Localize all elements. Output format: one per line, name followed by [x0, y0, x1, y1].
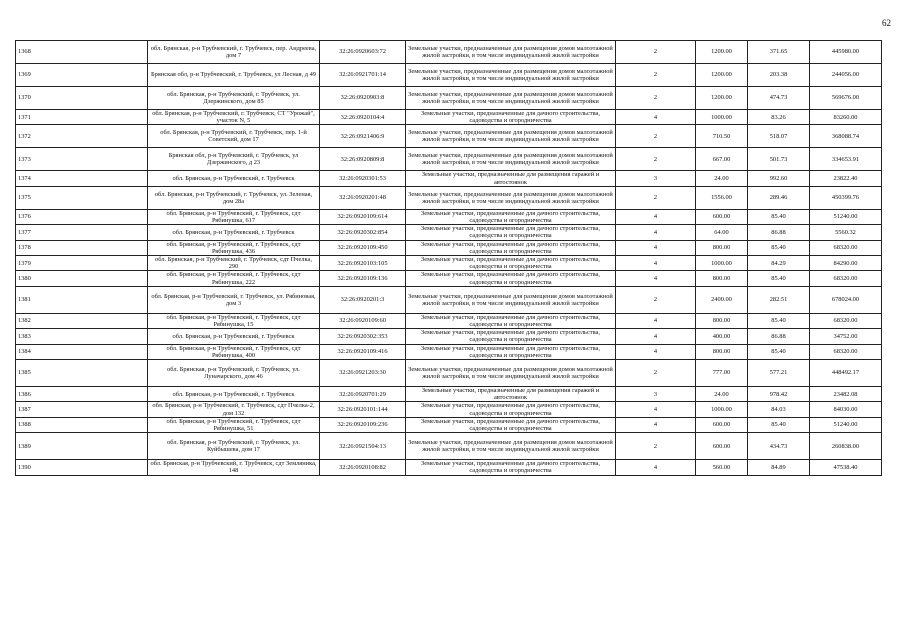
cadastral-number-cell: 32:26:0921701:14 [320, 64, 406, 87]
row-number: 1386 [16, 387, 148, 402]
cadastral-value-cell: 84030.00 [810, 402, 882, 417]
cadastral-number-cell: 32:26:0920301:53 [320, 171, 406, 186]
cadastral-value-cell: 260838.00 [810, 433, 882, 460]
row-number: 1380 [16, 271, 148, 286]
cadastral-value-cell: 334653.91 [810, 148, 882, 171]
cadastral-number-cell: 32:26:0920603:72 [320, 41, 406, 64]
area-cell: 1000.00 [696, 402, 748, 417]
address-cell: обл. Брянская, р-н Трубчевский, г. Трубчевск, сдт Рябинушка, 436 [148, 240, 320, 255]
address-cell: обл. Брянская, р-н Трубчевский, г. Трубчевск, сдт Рябинушка, 51 [148, 417, 320, 432]
table-row [16, 110, 882, 125]
area-cell: 400.00 [696, 329, 748, 344]
row-number: 1370 [16, 87, 148, 110]
table-row [16, 125, 882, 148]
land-use-cell: Земельные участки, предназначенные для дачного строительства, садоводства и огородничества [406, 240, 616, 255]
table-row [16, 171, 882, 186]
land-use-cell: Земельные участки, предназначенные для дачного строительства, садоводства и огородничества [406, 402, 616, 417]
land-use-cell: Земельные участки, предназначенные для размещения гаражей и автостоянок [406, 387, 616, 402]
specific-value-cell: 84.03 [748, 402, 810, 417]
row-number: 1382 [16, 313, 148, 328]
group-cell: 4 [616, 256, 696, 271]
group-cell: 2 [616, 148, 696, 171]
address-cell: обл. Брянская, р-н Трубчевский, г. Трубчевск, пер. 1-й Советский, дом 17 [148, 125, 320, 148]
specific-value-cell: 501.73 [748, 148, 810, 171]
row-number: 1383 [16, 329, 148, 344]
cadastral-number-cell: 32:26:0920108:82 [320, 460, 406, 475]
specific-value-cell: 518.07 [748, 125, 810, 148]
land-use-cell: Земельные участки, предназначенные для дачного строительства, садоводства и огородничества [406, 271, 616, 286]
address-cell: Брянская обл, р-н Трубчевский, г. Трубчевск, ул Дзержинского, д 23 [148, 148, 320, 171]
land-use-cell: Земельные участки, предназначенные для размещения домов малоэтажной жилой застройки, в том числе индивидуальной жилой застройки [406, 186, 616, 209]
group-cell: 4 [616, 240, 696, 255]
area-cell: 24.00 [696, 171, 748, 186]
address-cell: обл. Брянская, р-н Трубчевский, г. Трубчевск, ул. Куйбышева, дом 17 [148, 433, 320, 460]
specific-value-cell: 85.40 [748, 240, 810, 255]
cadastral-value-cell: 68320.00 [810, 344, 882, 359]
area-cell: 667.00 [696, 148, 748, 171]
group-cell: 2 [616, 64, 696, 87]
cadastral-value-cell: 244056.00 [810, 64, 882, 87]
cadastral-value-cell: 5560.32 [810, 225, 882, 240]
area-cell: 2400.00 [696, 286, 748, 313]
cadastral-number-cell: 32:26:0920109:136 [320, 271, 406, 286]
land-use-cell: Земельные участки, предназначенные для размещения домов малоэтажной жилой застройки, в том числе индивидуальной жилой застройки [406, 64, 616, 87]
row-number: 1381 [16, 286, 148, 313]
cadastral-number-cell: 32:26:0920103:105 [320, 256, 406, 271]
cadastral-number-cell: 32:26:0920201:48 [320, 186, 406, 209]
address-cell: обл. Брянская, р-н Трубчевский, г. Трубчевск, сдт Рябинушка, 617 [148, 209, 320, 224]
row-number: 1377 [16, 225, 148, 240]
table-row [16, 344, 882, 359]
land-use-cell: Земельные участки, предназначенные для дачного строительства, садоводства и огородничества [406, 329, 616, 344]
cadastral-number-cell: 32:26:0921203:30 [320, 360, 406, 387]
group-cell: 4 [616, 402, 696, 417]
cadastral-number-cell: 32:26:0920201:3 [320, 286, 406, 313]
row-number: 1385 [16, 360, 148, 387]
address-cell: обл. Брянская, р-н Трубчевский, г. Трубчевск, СТ "Урожай", участок N, 5 [148, 110, 320, 125]
table-row [16, 240, 882, 255]
cadastral-number-cell: 32:26:0920109:416 [320, 344, 406, 359]
cadastral-number-cell: 32:26:0920101:144 [320, 402, 406, 417]
group-cell: 2 [616, 286, 696, 313]
land-use-cell: Земельные участки, предназначенные для размещения домов малоэтажной жилой застройки, в том числе индивидуальной жилой застройки [406, 286, 616, 313]
area-cell: 600.00 [696, 417, 748, 432]
table-row [16, 286, 882, 313]
address-cell: обл. Брянская, р-н Трубчевский, г. Трубчевск, сдт Пчелка, 290 [148, 256, 320, 271]
table-row [16, 64, 882, 87]
group-cell: 3 [616, 387, 696, 402]
group-cell: 4 [616, 271, 696, 286]
table-row [16, 186, 882, 209]
table-row [16, 387, 882, 402]
cadastral-number-cell: 32:26:0920302:353 [320, 329, 406, 344]
row-number: 1373 [16, 148, 148, 171]
area-cell: 1200.00 [696, 41, 748, 64]
land-use-cell: Земельные участки, предназначенные для размещения домов малоэтажной жилой застройки, в том числе индивидуальной жилой застройки [406, 360, 616, 387]
area-cell: 800.00 [696, 271, 748, 286]
cadastral-value-cell: 68320.00 [810, 271, 882, 286]
land-use-cell: Земельные участки, предназначенные для размещения домов малоэтажной жилой застройки, в том числе индивидуальной жилой застройки [406, 87, 616, 110]
table-row [16, 329, 882, 344]
page-number: 62 [882, 18, 891, 28]
table-row [16, 148, 882, 171]
address-cell: обл. Брянская, р-н Трубчевский, г. Трубчевск [148, 225, 320, 240]
specific-value-cell: 83.26 [748, 110, 810, 125]
land-use-cell: Земельные участки, предназначенные для дачного строительства, садоводства и огородничества [406, 225, 616, 240]
group-cell: 2 [616, 87, 696, 110]
group-cell: 2 [616, 186, 696, 209]
cadastral-value-cell: 51240.00 [810, 209, 882, 224]
specific-value-cell: 85.40 [748, 313, 810, 328]
table-row [16, 87, 882, 110]
table-row [16, 41, 882, 64]
cadastral-number-cell: 32:26:0920109:614 [320, 209, 406, 224]
cadastral-number-cell: 32:26:0920104:4 [320, 110, 406, 125]
specific-value-cell: 85.40 [748, 417, 810, 432]
land-use-cell: Земельные участки, предназначенные для размещения домов малоэтажной жилой застройки, в том числе индивидуальной жилой застройки [406, 125, 616, 148]
specific-value-cell: 85.40 [748, 209, 810, 224]
cadastral-number-cell: 32:26:0920809:8 [320, 148, 406, 171]
group-cell: 4 [616, 344, 696, 359]
group-cell: 4 [616, 329, 696, 344]
row-number: 1388 [16, 417, 148, 432]
land-use-cell: Земельные участки, предназначенные для дачного строительства, садоводства и огородничества [406, 460, 616, 475]
group-cell: 4 [616, 313, 696, 328]
row-number: 1390 [16, 460, 148, 475]
specific-value-cell: 434.73 [748, 433, 810, 460]
table-row [16, 256, 882, 271]
area-cell: 600.00 [696, 433, 748, 460]
address-cell: обл. Брянская, р-н Трубчевский, г. Трубчевск [148, 171, 320, 186]
cadastral-value-cell: 678024.00 [810, 286, 882, 313]
cadastral-value-cell: 569676.00 [810, 87, 882, 110]
address-cell: обл. Брянская, р-н Трубчевский, г. Трубчевск, сдт Рябинушка, 400 [148, 344, 320, 359]
specific-value-cell: 371.65 [748, 41, 810, 64]
address-cell: обл. Брянская, р-н Трубчевский, г. Трубчевск, ул. Луначарского, дом 46 [148, 360, 320, 387]
cadastral-value-cell: 445980.00 [810, 41, 882, 64]
cadastral-value-cell: 83260.00 [810, 110, 882, 125]
address-cell: обл. Брянская, р-н Трубчевский, г. Трубчевск, сдт Рябинушка, 222 [148, 271, 320, 286]
land-use-cell: Земельные участки, предназначенные для дачного строительства, садоводства и огородничества [406, 344, 616, 359]
cadastral-value-cell: 84290.00 [810, 256, 882, 271]
row-number: 1376 [16, 209, 148, 224]
row-number: 1384 [16, 344, 148, 359]
area-cell: 800.00 [696, 344, 748, 359]
row-number: 1371 [16, 110, 148, 125]
cadastral-value-cell: 34752.00 [810, 329, 882, 344]
area-cell: 1200.00 [696, 64, 748, 87]
address-cell: обл. Брянская, р-н Трубчевский, г. Трубчевск [148, 387, 320, 402]
address-cell: обл. Брянская, р-н Трубчевский, г. Трубчевск, ул. Зеленая, дом 28а [148, 186, 320, 209]
cadastral-number-cell: 32:26:0920302:854 [320, 225, 406, 240]
specific-value-cell: 282.51 [748, 286, 810, 313]
group-cell: 3 [616, 171, 696, 186]
group-cell: 4 [616, 460, 696, 475]
area-cell: 777.00 [696, 360, 748, 387]
area-cell: 600.00 [696, 209, 748, 224]
specific-value-cell: 85.40 [748, 344, 810, 359]
specific-value-cell: 203.38 [748, 64, 810, 87]
group-cell: 4 [616, 225, 696, 240]
table-row [16, 209, 882, 224]
row-number: 1387 [16, 402, 148, 417]
row-number: 1374 [16, 171, 148, 186]
area-cell: 800.00 [696, 313, 748, 328]
land-use-cell: Земельные участки, предназначенные для размещения домов малоэтажной жилой застройки, в том числе индивидуальной жилой застройки [406, 433, 616, 460]
address-cell: обл. Брянская, р-н Трубчевский, г. Трубчевск [148, 329, 320, 344]
address-cell: обл. Брянская, р-н Трубчевский, г. Трубчевск, ул. Дзержинского, дом 85 [148, 87, 320, 110]
cadastral-value-cell: 51240.00 [810, 417, 882, 432]
area-cell: 560.00 [696, 460, 748, 475]
table-row [16, 433, 882, 460]
cadastral-number-cell: 32:26:0920109:60 [320, 313, 406, 328]
area-cell: 64.00 [696, 225, 748, 240]
group-cell: 2 [616, 125, 696, 148]
area-cell: 710.50 [696, 125, 748, 148]
cadastral-value-cell: 23822.40 [810, 171, 882, 186]
cadastral-value-cell: 368088.74 [810, 125, 882, 148]
group-cell: 2 [616, 41, 696, 64]
row-number: 1369 [16, 64, 148, 87]
cadastral-number-cell: 32:26:0920109:236 [320, 417, 406, 432]
table-row [16, 402, 882, 417]
cadastral-number-cell: 32:26:0921406:9 [320, 125, 406, 148]
row-number: 1375 [16, 186, 148, 209]
cadastral-number-cell: 32:26:0920701:29 [320, 387, 406, 402]
specific-value-cell: 86.88 [748, 225, 810, 240]
area-cell: 1000.00 [696, 256, 748, 271]
cadastral-value-cell: 68320.00 [810, 313, 882, 328]
land-use-cell: Земельные участки, предназначенные для размещения гаражей и автостоянок [406, 171, 616, 186]
land-use-cell: Земельные участки, предназначенные для дачного строительства, садоводства и огородничества [406, 110, 616, 125]
area-cell: 800.00 [696, 240, 748, 255]
table-row [16, 360, 882, 387]
group-cell: 4 [616, 417, 696, 432]
cadastral-value-cell: 23482.08 [810, 387, 882, 402]
address-cell: обл. Брянская, р-н Трубчевский, г. Трубчевск, пер. Андреева, дом 7 [148, 41, 320, 64]
specific-value-cell: 992.60 [748, 171, 810, 186]
specific-value-cell: 84.29 [748, 256, 810, 271]
address-cell: обл. Брянская, р-н Трубчевский, г. Трубчевск, сдт Земляника, 148 [148, 460, 320, 475]
row-number: 1389 [16, 433, 148, 460]
land-use-cell: Земельные участки, предназначенные для дачного строительства, садоводства и огородничества [406, 313, 616, 328]
table-row [16, 417, 882, 432]
specific-value-cell: 289.46 [748, 186, 810, 209]
table-body [16, 41, 882, 476]
row-number: 1379 [16, 256, 148, 271]
specific-value-cell: 978.42 [748, 387, 810, 402]
address-cell: обл. Брянская, р-н Трубчевский, г. Трубчевск, сдт Пчелка-2, дом 132 [148, 402, 320, 417]
address-cell: обл. Брянская, р-н Трубчевский, г. Трубчевск, сдт Рябинушка, 15 [148, 313, 320, 328]
cadastral-value-cell: 450399.76 [810, 186, 882, 209]
cadastral-number-cell: 32:26:0921504:13 [320, 433, 406, 460]
cadastral-value-cell: 68320.00 [810, 240, 882, 255]
land-use-cell: Земельные участки, предназначенные для дачного строительства, садоводства и огородничества [406, 417, 616, 432]
land-use-cell: Земельные участки, предназначенные для дачного строительства, садоводства и огородничества [406, 256, 616, 271]
specific-value-cell: 84.89 [748, 460, 810, 475]
table-row [16, 271, 882, 286]
land-use-cell: Земельные участки, предназначенные для размещения домов малоэтажной жилой застройки, в том числе индивидуальной жилой застройки [406, 148, 616, 171]
area-cell: 1200.00 [696, 87, 748, 110]
group-cell: 4 [616, 110, 696, 125]
land-use-cell: Земельные участки, предназначенные для размещения домов малоэтажной жилой застройки, в том числе индивидуальной жилой застройки [406, 41, 616, 64]
specific-value-cell: 577.21 [748, 360, 810, 387]
specific-value-cell: 474.73 [748, 87, 810, 110]
cadastral-number-cell: 32:26:0920109:450 [320, 240, 406, 255]
cadastral-value-cell: 47538.40 [810, 460, 882, 475]
table-row [16, 460, 882, 475]
land-use-cell: Земельные участки, предназначенные для дачного строительства, садоводства и огородничества [406, 209, 616, 224]
area-cell: 1556.00 [696, 186, 748, 209]
table-row [16, 225, 882, 240]
group-cell: 2 [616, 433, 696, 460]
address-cell: обл. Брянская, р-н Трубчевский, г. Трубчевск, ул. Рябиновая, дом 3 [148, 286, 320, 313]
address-cell: Брянская обл, р-н Трубчевский, г. Трубчевск, ул Лесная, д 49 [148, 64, 320, 87]
area-cell: 1000.00 [696, 110, 748, 125]
row-number: 1378 [16, 240, 148, 255]
area-cell: 24.00 [696, 387, 748, 402]
group-cell: 4 [616, 209, 696, 224]
row-number: 1368 [16, 41, 148, 64]
table-row [16, 313, 882, 328]
row-number: 1372 [16, 125, 148, 148]
cadastral-value-cell: 448492.17 [810, 360, 882, 387]
specific-value-cell: 85.40 [748, 271, 810, 286]
group-cell: 2 [616, 360, 696, 387]
cadastral-value-table [15, 40, 882, 476]
cadastral-number-cell: 32:26:0920903:8 [320, 87, 406, 110]
specific-value-cell: 86.88 [748, 329, 810, 344]
